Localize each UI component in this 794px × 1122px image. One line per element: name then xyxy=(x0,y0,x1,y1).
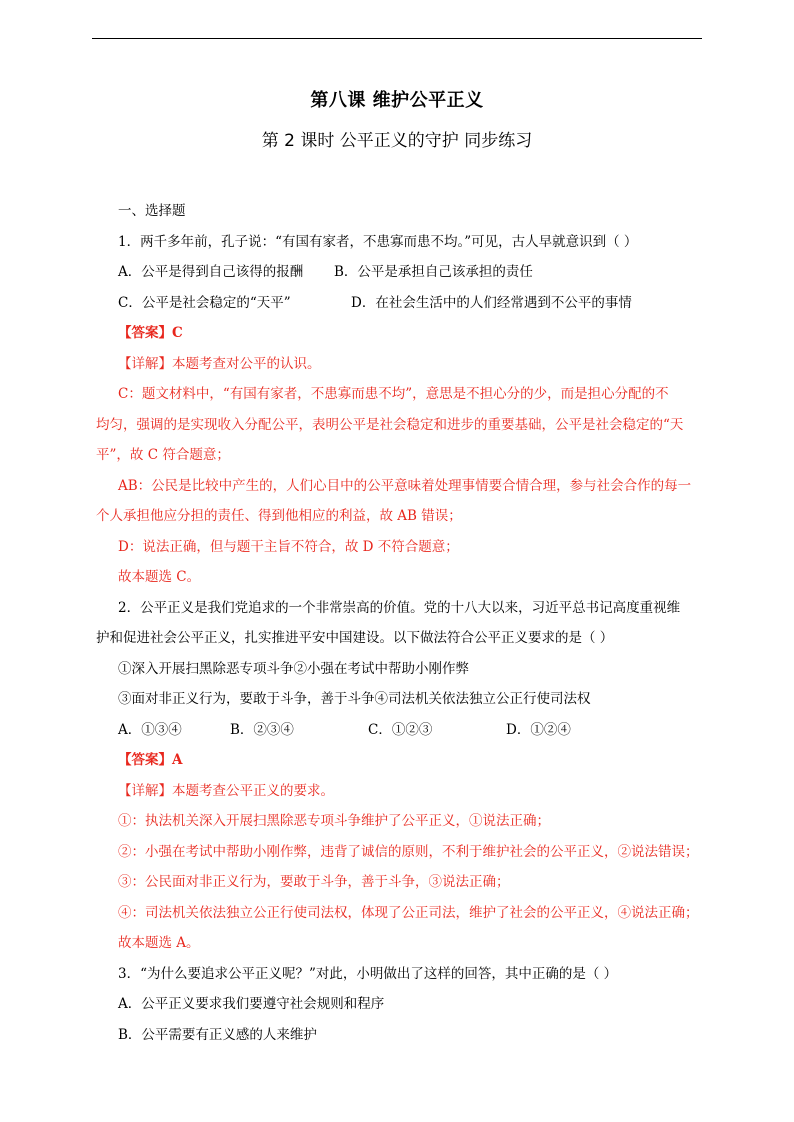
question-2-detail-line: 故本题选 A。 xyxy=(118,935,200,951)
header-rule xyxy=(92,38,702,39)
question-2-answer: 【答案】A xyxy=(118,752,183,768)
page-title: 第八课 维护公平正义 xyxy=(310,90,484,111)
question-1-detail-line: 故本题选 C。 xyxy=(118,569,201,585)
question-2-option-c: C．①②③ xyxy=(368,721,433,738)
question-1-detail-title: 【详解】本题考查对公平的认识。 xyxy=(118,355,321,372)
question-1-options-row-2 xyxy=(118,288,703,319)
question-1-option-a: A．公平是得到自己该得的报酬 xyxy=(118,264,304,280)
question-1-detail-line: C：题文材料中，“有国有家者，不患寡而患不均”，意思是不担心分的少，而是担心分配的不 xyxy=(118,386,669,402)
question-1-detail-line: AB：公民是比较中产生的，人们心目中的公平意味着处理事情要合情合理，参与社会合作的每一 xyxy=(118,477,692,494)
question-3-option-a: A．公平正义要求我们要遵守社会规则和程序 xyxy=(118,996,385,1012)
question-2-stem: 2．公平正义是我们党追求的一个非常崇高的价值。党的十八大以来，习近平总书记高度重视维 xyxy=(118,599,681,616)
question-2-option-a: A．①③④ xyxy=(118,721,182,738)
section-heading: 一、选择题 xyxy=(118,203,186,219)
question-1-detail-line: 平”，故 C 符合题意； xyxy=(96,447,230,463)
question-2-detail-title: 【详解】本题考查公平正义的要求。 xyxy=(118,782,334,799)
question-1-stem: 1．两千多年前，孔子说：“有国有家者，不患寡而患不均。”可见，古人早就意识到（ ） xyxy=(118,233,638,250)
question-1-option-c: C．公平是社会稳定的“天平” xyxy=(118,294,291,311)
question-1-option-b: B．公平是承担自己该承担的责任 xyxy=(334,264,533,280)
question-1-options-row-1 xyxy=(118,257,703,288)
page-subtitle: 第 2 课时 公平正义的守护 同步练习 xyxy=(261,131,533,151)
question-2-statements: ③面对非正义行为，要敢于斗争，善于斗争④司法机关依法独立公正行使司法权 xyxy=(118,691,591,707)
question-1-detail-line: 均匀，强调的是实现收入分配公平，表明公平是社会稳定和进步的重要基础，公平是社会稳定的“天 xyxy=(96,416,684,433)
document-body xyxy=(96,196,703,1050)
question-2-detail-line: ①：执法机关深入开展扫黑除恶专项斗争维护了公平正义，①说法正确； xyxy=(118,813,550,829)
question-2-stem: 护和促进社会公平正义，扎实推进平安中国建设。以下做法符合公平正义要求的是（ ） xyxy=(96,630,614,646)
question-2-detail-line: ②：小强在考试中帮助小刚作弊，违背了诚信的原则，不利于维护社会的公平正义，②说法错误； xyxy=(118,843,699,860)
question-3-stem: 3．“为什么要追求公平正义呢？”对此，小明做出了这样的回答，其中正确的是（ ） xyxy=(118,965,618,982)
question-2-detail-line: ④：司法机关依法独立公正行使司法权，体现了公正司法，维护了社会的公平正义，④说法正确； xyxy=(118,904,699,921)
question-1-detail-line: 个人承担他应分担的责任、得到他相应的利益，故 AB 错误； xyxy=(96,508,462,524)
question-2-detail-line: ③：公民面对非正义行为，要敢于斗争，善于斗争，③说法正确； xyxy=(118,874,510,890)
question-2-options-row xyxy=(118,715,703,746)
question-1-option-d: D．在社会生活中的人们经常遇到不公平的事情 xyxy=(351,294,632,311)
question-1-answer: 【答案】C xyxy=(118,325,183,341)
question-2-statements: ①深入开展扫黑除恶专项斗争②小强在考试中帮助小刚作弊 xyxy=(118,660,469,677)
question-3-option-b: B．公平需要有正义感的人来维护 xyxy=(118,1026,317,1043)
question-2-option-b: B．②③④ xyxy=(230,721,294,738)
question-2-option-d: D．①②④ xyxy=(506,721,571,738)
question-1-detail-line: D：说法正确，但与题干主旨不符合，故 D 不符合题意； xyxy=(118,538,459,555)
